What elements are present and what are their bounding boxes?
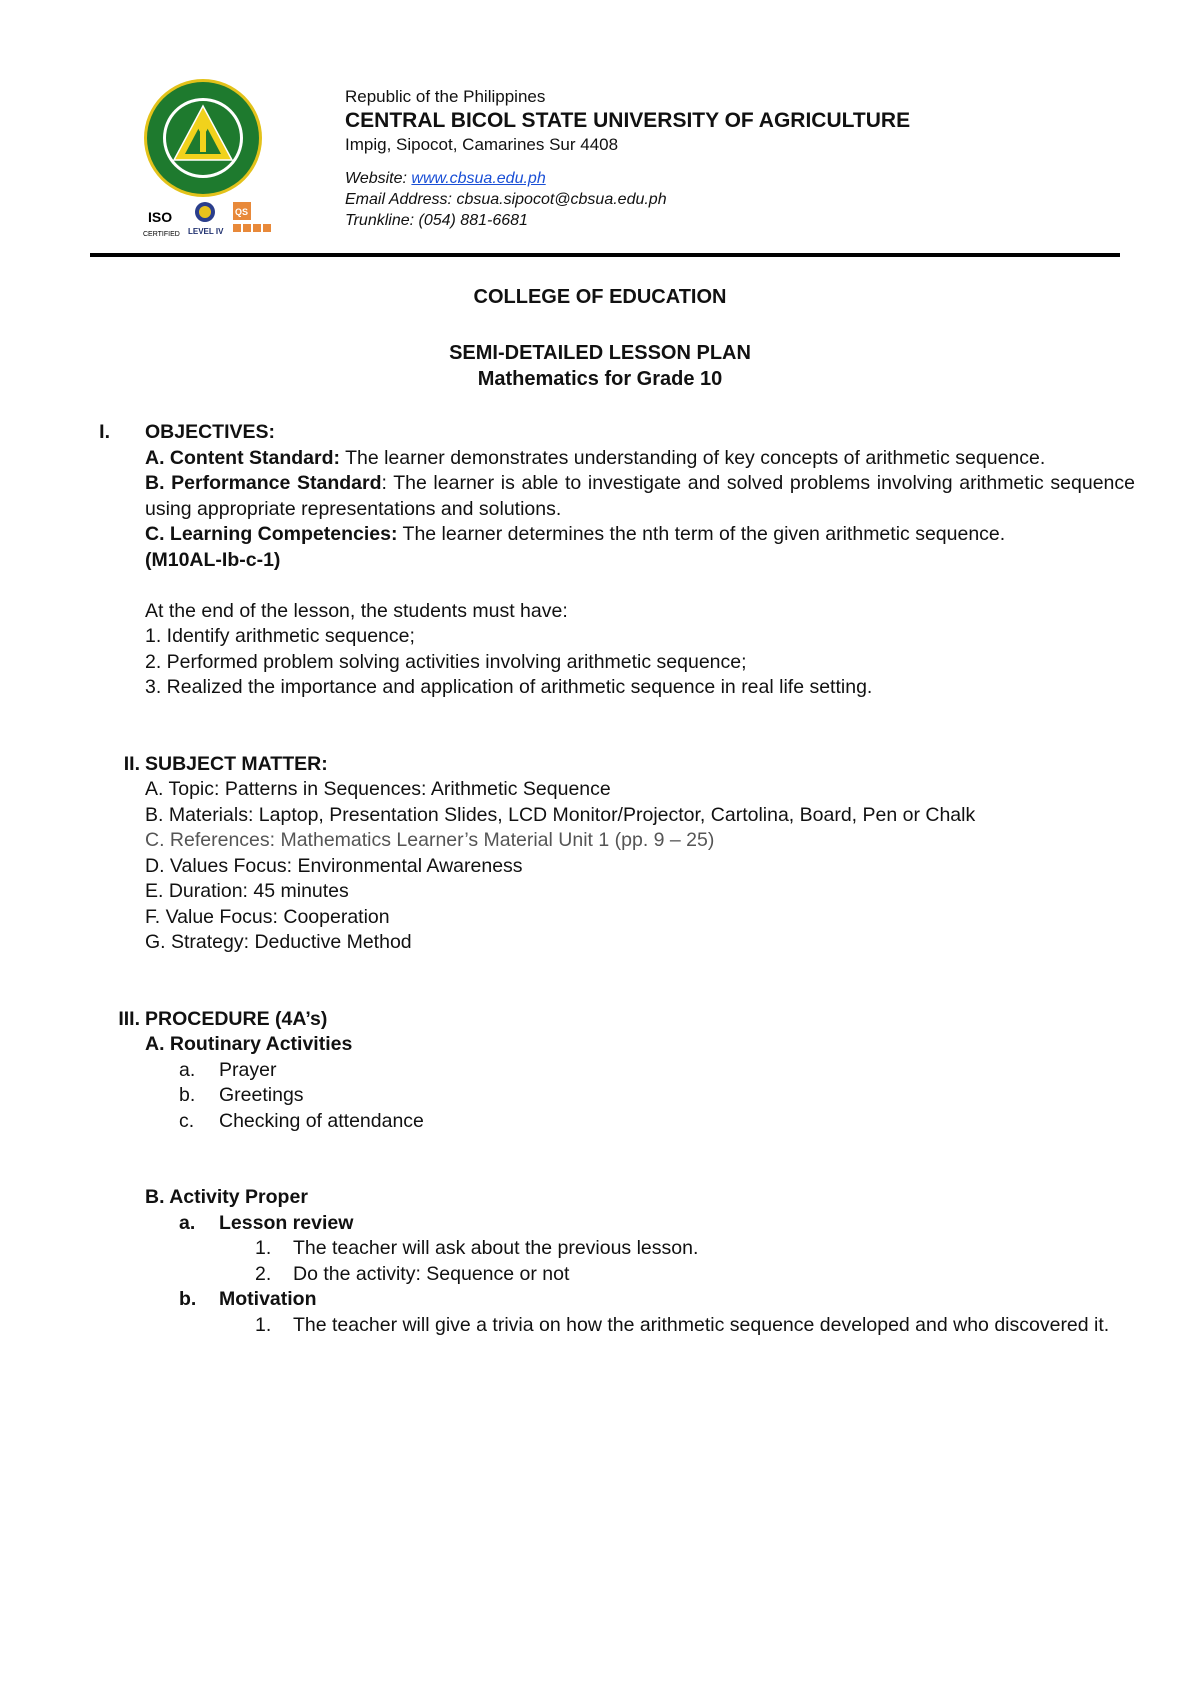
- university-name: CENTRAL BICOL STATE UNIVERSITY OF AGRICULTURE: [345, 109, 911, 132]
- subject-item: D. Values Focus: Environmental Awareness: [145, 854, 523, 877]
- level-badge-text: LEVEL IV: [188, 227, 224, 236]
- subject-item: B. Materials: Laptop, Presentation Slides, LCD Monitor/Projector, Cartolina, Board, Pen or Chalk: [145, 803, 976, 826]
- performance-standard-label: B. Performance Standard: [145, 472, 382, 494]
- performance-standard: [145, 471, 1135, 522]
- republic-line: Republic of the Philippines: [345, 87, 546, 106]
- objective-item: 1. Identify arithmetic sequence;: [145, 625, 415, 647]
- college-title: COLLEGE OF EDUCATION: [473, 286, 727, 308]
- section-number: I.: [99, 421, 110, 443]
- letterhead: [345, 86, 1105, 231]
- performance-standard-text: : The learner is able to investigate and solved problems involving arithmetic sequence using appropriate representations and solutions.: [145, 472, 1135, 520]
- subject-item: E. Duration: 45 minutes: [145, 880, 349, 902]
- motivation-item: 1. The teacher will give a trivia on how the arithmetic sequence developed and who discovered it.: [255, 1313, 1110, 1336]
- iso-badge-subtext: CERTIFIED: [143, 231, 180, 238]
- university-seal-logo: [143, 78, 263, 198]
- content-standard-label: A. Content Standard:: [145, 446, 340, 469]
- address-line: Impig, Sipocot, Camarines Sur 4408: [345, 135, 619, 154]
- lesson-body: [90, 420, 1135, 1338]
- lesson-review-item: 2. Do the activity: Sequence or not: [255, 1262, 570, 1285]
- content-standard-text: The learner demonstrates understanding of key concepts of arithmetic sequence.: [340, 446, 1046, 469]
- objective-item: 3. Realized the importance and application of arithmetic sequence in real life setting.: [145, 676, 873, 698]
- section-number: III.: [118, 1007, 140, 1030]
- section-heading: SUBJECT MATTER:: [145, 752, 328, 775]
- objective-item: 2. Performed problem solving activities involving arithmetic sequence;: [145, 650, 747, 673]
- section-subject-matter: [90, 752, 1135, 956]
- activity-proper-heading: B. Activity Proper: [145, 1186, 308, 1208]
- accreditation-badges: [130, 200, 290, 240]
- routinary-item: a. Prayer: [179, 1058, 277, 1081]
- email-line: Email Address: cbsua.sipocot@cbsua.edu.ph: [345, 191, 667, 208]
- content-standard: [145, 446, 1135, 472]
- qs-badge-text: QS: [235, 207, 249, 217]
- learning-competencies-text: The learner determines the nth term of the given arithmetic sequence.: [397, 523, 1006, 545]
- website-line: [345, 168, 1105, 189]
- subject-item: G. Strategy: Deductive Method: [145, 931, 412, 953]
- section-procedure: [90, 1007, 1135, 1339]
- subject-item: A. Topic: Patterns in Sequences: Arithmetic Sequence: [145, 778, 611, 800]
- routinary-item: b. Greetings: [179, 1084, 304, 1106]
- website-label: Website:: [345, 170, 412, 187]
- section-number: II.: [123, 752, 140, 775]
- subject-item: F. Value Focus: Cooperation: [145, 905, 390, 928]
- learning-competencies: [145, 522, 1135, 548]
- routinary-item: c. Checking of attendance: [179, 1109, 424, 1132]
- competency-code: (M10AL-Ib-c-1): [145, 548, 281, 571]
- trunkline-line: Trunkline: (054) 881-6681: [345, 212, 528, 229]
- subject-item: C. References: Mathematics Learner’s Material Unit 1 (pp. 9 – 25): [145, 829, 715, 851]
- subject-title: Mathematics for Grade 10: [477, 368, 723, 390]
- routinary-heading: A. Routinary Activities: [145, 1033, 353, 1055]
- section-heading: PROCEDURE (4A’s): [145, 1007, 328, 1030]
- lesson-plan-title: SEMI-DETAILED LESSON PLAN: [449, 342, 751, 364]
- section-heading: OBJECTIVES:: [145, 421, 276, 443]
- lesson-review-heading: a. Lesson review: [179, 1211, 354, 1234]
- learning-competencies-label: C. Learning Competencies:: [145, 523, 398, 545]
- section-objectives: [90, 420, 1135, 701]
- website-link[interactable]: www.cbsua.edu.ph: [411, 170, 546, 187]
- motivation-heading: b. Motivation: [179, 1288, 317, 1310]
- iso-badge-text: ISO: [148, 209, 173, 225]
- objectives-intro: At the end of the lesson, the students must have:: [145, 599, 568, 622]
- lesson-review-item: 1. The teacher will ask about the previous lesson.: [255, 1237, 699, 1259]
- header-divider: [90, 253, 1120, 257]
